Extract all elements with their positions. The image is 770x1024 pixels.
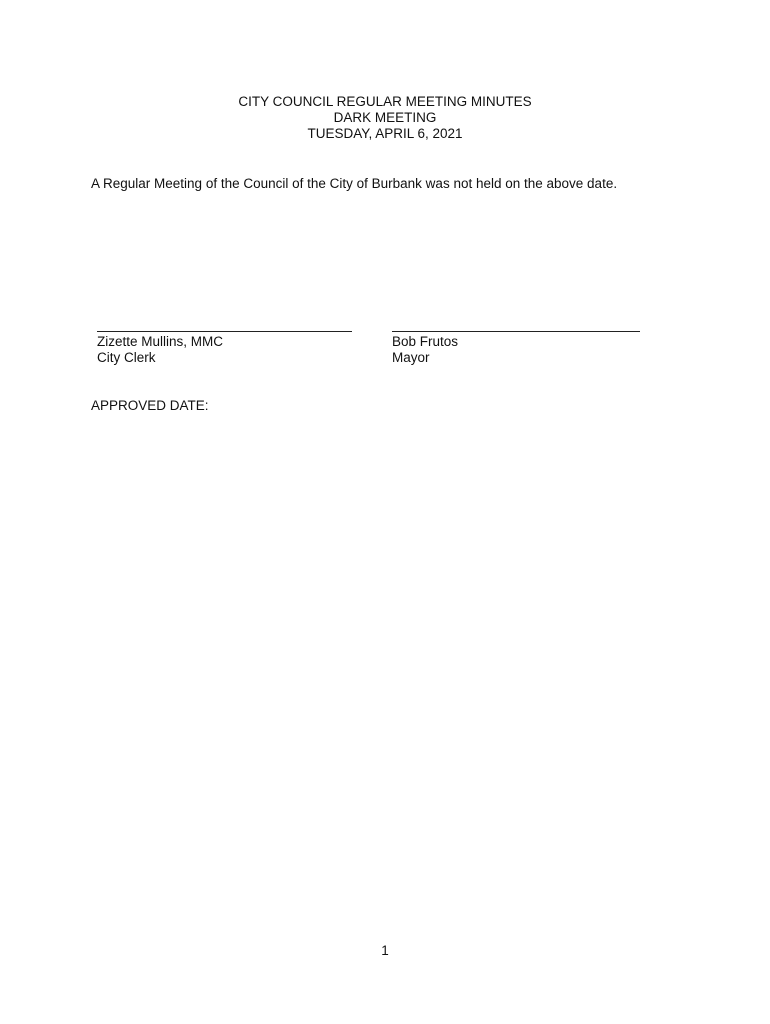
signature-block-clerk: [97, 318, 352, 366]
signature-line: [97, 318, 352, 332]
header-date: TUESDAY, APRIL 6, 2021: [307, 126, 463, 141]
document-header: [0, 94, 770, 142]
page-number: 1: [381, 943, 389, 958]
signature-block-mayor: [392, 318, 640, 366]
approved-date-label: APPROVED DATE:: [91, 398, 209, 413]
signer-name: Bob Frutos: [392, 334, 459, 349]
signer-title: Mayor: [392, 350, 430, 365]
header-subtitle: DARK MEETING: [333, 110, 437, 125]
signature-line: [392, 318, 640, 332]
header-title: CITY COUNCIL REGULAR MEETING MINUTES: [238, 94, 532, 109]
signer-name: Zizette Mullins, MMC: [97, 334, 224, 349]
signer-title: City Clerk: [97, 350, 156, 365]
meeting-statement: A Regular Meeting of the Council of the City of Burbank was not held on the above date.: [91, 176, 618, 191]
